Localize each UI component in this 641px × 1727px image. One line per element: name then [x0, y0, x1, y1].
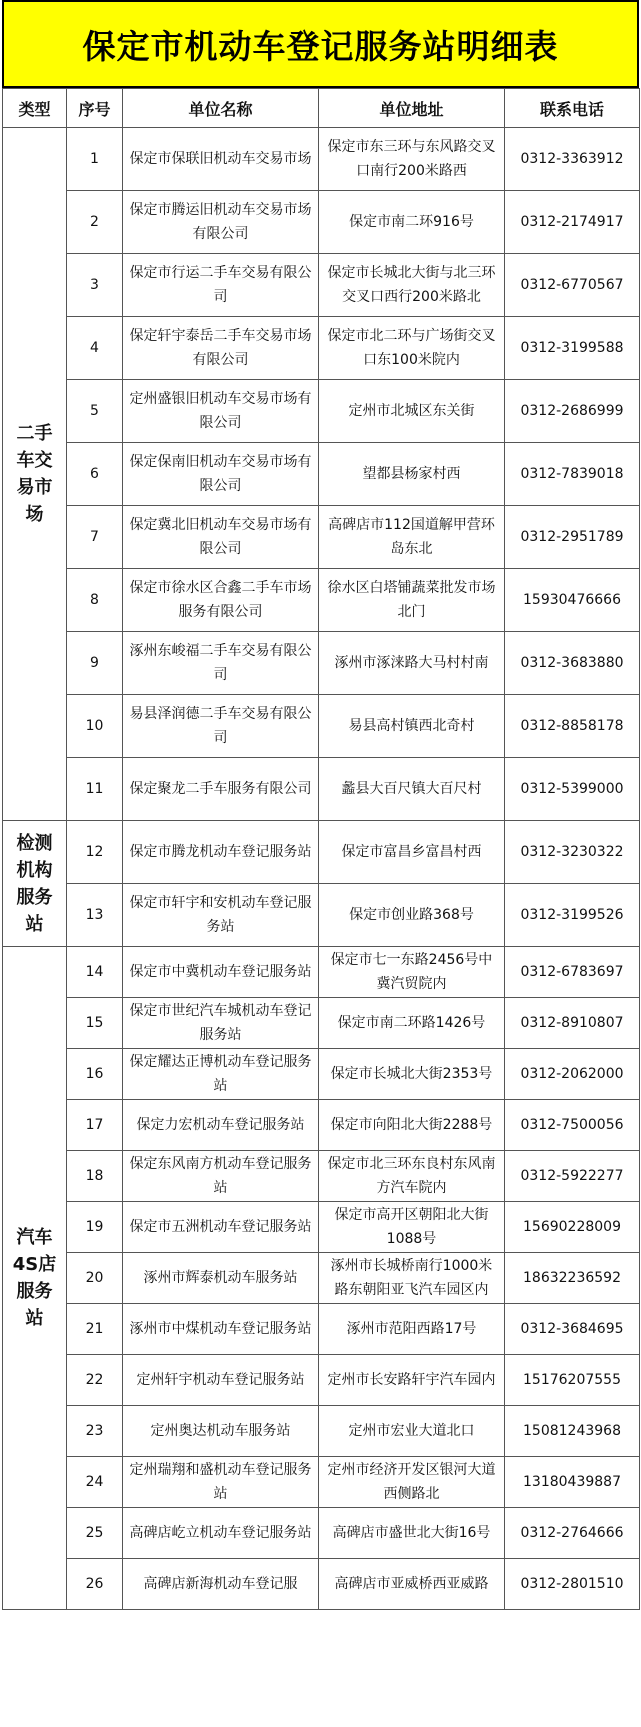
number-cell: 5 [67, 380, 123, 443]
unit-name-cell: 定州瑞翔和盛机动车登记服务站 [123, 1457, 319, 1508]
phone-cell: 0312-5399000 [505, 758, 640, 821]
table-row [3, 1406, 640, 1457]
unit-address-cell: 保定市东三环与东风路交叉口南行200米路西 [319, 128, 505, 191]
header-number: 序号 [67, 89, 123, 128]
unit-name-cell: 保定市中冀机动车登记服务站 [123, 947, 319, 998]
number-cell: 7 [67, 506, 123, 569]
type-cell: 二手车交易市场 [3, 128, 67, 821]
table-row [3, 758, 640, 821]
number-cell: 22 [67, 1355, 123, 1406]
unit-name-cell: 保定聚龙二手车服务有限公司 [123, 758, 319, 821]
table-row [3, 998, 640, 1049]
page-title: 保定市机动车登记服务站明细表 [82, 26, 559, 66]
number-cell: 18 [67, 1151, 123, 1202]
table-row [3, 443, 640, 506]
number-cell: 23 [67, 1406, 123, 1457]
table-row [3, 632, 640, 695]
table-row [3, 1049, 640, 1100]
unit-name-cell: 保定市行运二手车交易有限公司 [123, 254, 319, 317]
unit-name-cell: 保定市徐水区合鑫二手车市场服务有限公司 [123, 569, 319, 632]
unit-address-cell: 涿州市涿涞路大马村村南 [319, 632, 505, 695]
unit-name-cell: 涿州市辉泰机动车服务站 [123, 1253, 319, 1304]
table-row [3, 1151, 640, 1202]
table-row [3, 1559, 640, 1610]
number-cell: 21 [67, 1304, 123, 1355]
phone-cell: 0312-2062000 [505, 1049, 640, 1100]
table-row [3, 821, 640, 884]
unit-name-cell: 高碑店屹立机动车登记服务站 [123, 1508, 319, 1559]
unit-name-cell: 涿州东峻福二手车交易有限公司 [123, 632, 319, 695]
unit-name-cell: 涿州市中煤机动车登记服务站 [123, 1304, 319, 1355]
number-cell: 11 [67, 758, 123, 821]
unit-address-cell: 保定市北三环东良村东风南方汽车院内 [319, 1151, 505, 1202]
number-cell: 3 [67, 254, 123, 317]
table-row [3, 947, 640, 998]
table-row [3, 1202, 640, 1253]
unit-name-cell: 保定市五洲机动车登记服务站 [123, 1202, 319, 1253]
unit-address-cell: 保定市高开区朝阳北大街1088号 [319, 1202, 505, 1253]
unit-address-cell: 保定市向阳北大街2288号 [319, 1100, 505, 1151]
unit-address-cell: 易县高村镇西北奇村 [319, 695, 505, 758]
phone-cell: 0312-8858178 [505, 695, 640, 758]
phone-cell: 0312-2801510 [505, 1559, 640, 1610]
phone-cell: 0312-7839018 [505, 443, 640, 506]
unit-address-cell: 高碑店市盛世北大街16号 [319, 1508, 505, 1559]
number-cell: 24 [67, 1457, 123, 1508]
phone-cell: 0312-3363912 [505, 128, 640, 191]
unit-name-cell: 高碑店新海机动车登记服 [123, 1559, 319, 1610]
header-unit-name: 单位名称 [123, 89, 319, 128]
unit-address-cell: 涿州市范阳西路17号 [319, 1304, 505, 1355]
unit-name-cell: 保定保南旧机动车交易市场有限公司 [123, 443, 319, 506]
unit-address-cell: 定州市经济开发区银河大道西侧路北 [319, 1457, 505, 1508]
table-row [3, 1457, 640, 1508]
unit-name-cell: 定州盛银旧机动车交易市场有限公司 [123, 380, 319, 443]
unit-name-cell: 保定力宏机动车登记服务站 [123, 1100, 319, 1151]
phone-cell: 0312-3684695 [505, 1304, 640, 1355]
phone-cell: 0312-5922277 [505, 1151, 640, 1202]
number-cell: 8 [67, 569, 123, 632]
unit-address-cell: 保定市长城北大街2353号 [319, 1049, 505, 1100]
table-row [3, 191, 640, 254]
number-cell: 20 [67, 1253, 123, 1304]
title-banner [2, 0, 639, 88]
unit-address-cell: 定州市北城区东关街 [319, 380, 505, 443]
unit-name-cell: 定州奥达机动车服务站 [123, 1406, 319, 1457]
phone-cell: 0312-7500056 [505, 1100, 640, 1151]
phone-cell: 0312-3199588 [505, 317, 640, 380]
phone-cell: 18632236592 [505, 1253, 640, 1304]
table-row [3, 1508, 640, 1559]
number-cell: 16 [67, 1049, 123, 1100]
phone-cell: 0312-3683880 [505, 632, 640, 695]
unit-address-cell: 保定市创业路368号 [319, 884, 505, 947]
table-row [3, 128, 640, 191]
table-row [3, 317, 640, 380]
table-row [3, 380, 640, 443]
unit-address-cell: 保定市七一东路2456号中冀汽贸院内 [319, 947, 505, 998]
number-cell: 6 [67, 443, 123, 506]
unit-name-cell: 保定市世纪汽车城机动车登记服务站 [123, 998, 319, 1049]
unit-name-cell: 保定轩宇泰岳二手车交易市场有限公司 [123, 317, 319, 380]
unit-address-cell: 高碑店市112国道解甲营环岛东北 [319, 506, 505, 569]
unit-name-cell: 定州轩宇机动车登记服务站 [123, 1355, 319, 1406]
phone-cell: 0312-3230322 [505, 821, 640, 884]
unit-address-cell: 保定市南二环路1426号 [319, 998, 505, 1049]
number-cell: 17 [67, 1100, 123, 1151]
table-body [3, 128, 640, 1610]
phone-cell: 0312-2174917 [505, 191, 640, 254]
phone-cell: 15081243968 [505, 1406, 640, 1457]
number-cell: 4 [67, 317, 123, 380]
phone-cell: 15930476666 [505, 569, 640, 632]
phone-cell: 0312-2951789 [505, 506, 640, 569]
unit-name-cell: 保定市腾龙机动车登记服务站 [123, 821, 319, 884]
table-row [3, 1253, 640, 1304]
unit-address-cell: 蠡县大百尺镇大百尺村 [319, 758, 505, 821]
phone-cell: 13180439887 [505, 1457, 640, 1508]
table-row [3, 695, 640, 758]
unit-name-cell: 保定耀达正博机动车登记服务站 [123, 1049, 319, 1100]
number-cell: 15 [67, 998, 123, 1049]
unit-name-cell: 保定东风南方机动车登记服务站 [123, 1151, 319, 1202]
number-cell: 12 [67, 821, 123, 884]
table-row [3, 569, 640, 632]
unit-address-cell: 保定市富昌乡富昌村西 [319, 821, 505, 884]
unit-address-cell: 定州市长安路轩宇汽车园内 [319, 1355, 505, 1406]
number-cell: 26 [67, 1559, 123, 1610]
phone-cell: 0312-6770567 [505, 254, 640, 317]
header-row [3, 89, 640, 128]
header-unit-address: 单位地址 [319, 89, 505, 128]
type-cell: 汽车4S店服务站 [3, 947, 67, 1610]
unit-name-cell: 保定冀北旧机动车交易市场有限公司 [123, 506, 319, 569]
table-row [3, 1304, 640, 1355]
unit-name-cell: 保定市腾运旧机动车交易市场有限公司 [123, 191, 319, 254]
unit-address-cell: 望都县杨家村西 [319, 443, 505, 506]
unit-address-cell: 涿州市长城桥南行1000米路东朝阳亚飞汽车园区内 [319, 1253, 505, 1304]
number-cell: 9 [67, 632, 123, 695]
number-cell: 19 [67, 1202, 123, 1253]
number-cell: 10 [67, 695, 123, 758]
type-cell: 检测机构服务站 [3, 821, 67, 947]
phone-cell: 0312-6783697 [505, 947, 640, 998]
number-cell: 1 [67, 128, 123, 191]
unit-name-cell: 保定市保联旧机动车交易市场 [123, 128, 319, 191]
table-row [3, 884, 640, 947]
table-row [3, 506, 640, 569]
unit-address-cell: 徐水区白塔铺蔬菜批发市场北门 [319, 569, 505, 632]
station-table [2, 88, 640, 1610]
number-cell: 25 [67, 1508, 123, 1559]
phone-cell: 0312-2686999 [505, 380, 640, 443]
number-cell: 13 [67, 884, 123, 947]
unit-address-cell: 保定市北二环与广场街交叉口东100米院内 [319, 317, 505, 380]
unit-name-cell: 易县泽润德二手车交易有限公司 [123, 695, 319, 758]
unit-address-cell: 高碑店市亚威桥西亚威路 [319, 1559, 505, 1610]
table-row [3, 254, 640, 317]
unit-name-cell: 保定市轩宇和安机动车登记服务站 [123, 884, 319, 947]
table-row [3, 1355, 640, 1406]
phone-cell: 15690228009 [505, 1202, 640, 1253]
unit-address-cell: 保定市南二环916号 [319, 191, 505, 254]
unit-address-cell: 定州市宏业大道北口 [319, 1406, 505, 1457]
number-cell: 2 [67, 191, 123, 254]
unit-address-cell: 保定市长城北大街与北三环交叉口西行200米路北 [319, 254, 505, 317]
phone-cell: 15176207555 [505, 1355, 640, 1406]
phone-cell: 0312-2764666 [505, 1508, 640, 1559]
header-type: 类型 [3, 89, 67, 128]
phone-cell: 0312-8910807 [505, 998, 640, 1049]
phone-cell: 0312-3199526 [505, 884, 640, 947]
header-phone: 联系电话 [505, 89, 640, 128]
table-row [3, 1100, 640, 1151]
number-cell: 14 [67, 947, 123, 998]
